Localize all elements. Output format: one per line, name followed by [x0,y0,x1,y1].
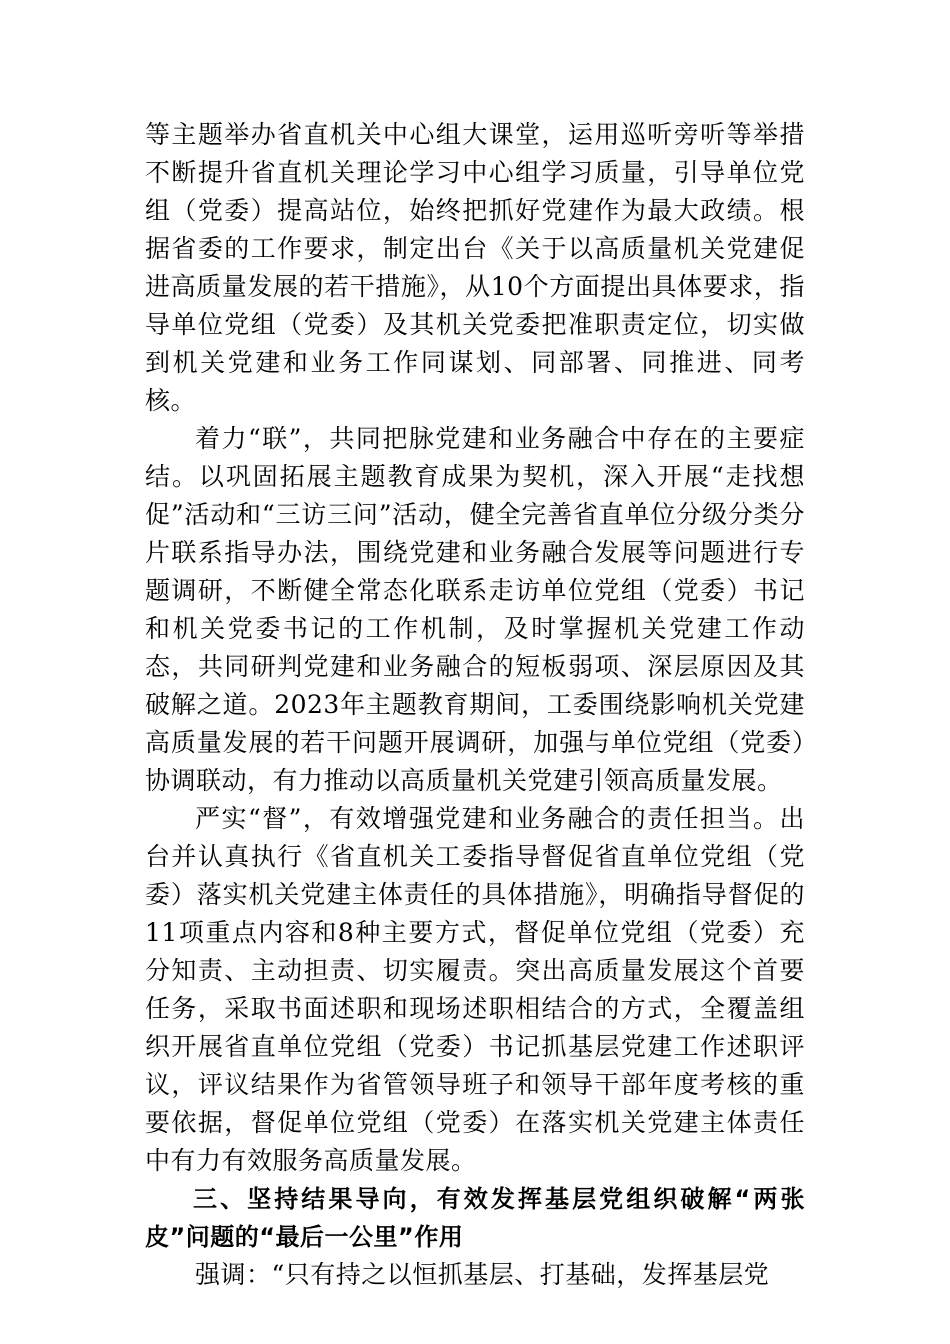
paragraph-lian: 着力“联”，共同把脉党建和业务融合中存在的主要症结。以巩固拓展主题教育成果为契机，深入开展“走找想促”活动和“三访三问”活动，健全完善省直单位分级分类分片联系指导办法，围绕党建和业务融合发展等问题进行专题调研，不断健全常态化联系走访单位党组（党委）书记和机关党委书记的工作机制，及时掌握机关党建工作动态，共同研判党建和业务融合的短板弱项、深层原因及其破解之道。2023年主题教育期间，工委围绕影响机关党建高质量发展的若干问题开展调研，加强与单位党组（党委）协调联动，有力推动以高质量机关党建引领高质量发展。 [145,424,805,795]
section-heading-three: 三、坚持结果导向，有效发挥基层党组织破解“两张皮”问题的“最后一公里”作用 [145,1185,805,1251]
document-page [145,116,805,1294]
paragraph-continued: 等主题举办省直机关中心组大课堂，运用巡听旁听等举措不断提升省直机关理论学习中心组学习质量，引导单位党组（党委）提高站位，始终把抓好党建作为最大政绩。根据省委的工作要求，制定出台《关于以高质量机关党建促进高质量发展的若干措施》，从10个方面提出具体要求，指导单位党组（党委）及其机关党委把准职责定位，切实做到机关党建和业务工作同谋划、同部署、同推进、同考核。 [145,120,805,415]
paragraph-emphasis: 强调：“只有持之以恒抓基层、打基础，发挥基层党 [195,1260,770,1289]
paragraph-du: 严实“督”，有效增强党建和业务融合的责任担当。出台并认真执行《省直机关工委指导督促省直单位党组（党委）落实机关党建主体责任的具体措施》，明确指导督促的11项重点内容和8种主要方式，督促单位党组（党委）充分知责、主动担责、切实履责。突出高质量发展这个首要任务，采取书面述职和现场述职相结合的方式，全覆盖组织开展省直单位党组（党委）书记抓基层党建工作述职评议，评议结果作为省管领导班子和领导干部年度考核的重要依据，督促单位党组（党委）在落实机关党建主体责任中有力有效服务高质量发展。 [145,804,805,1175]
